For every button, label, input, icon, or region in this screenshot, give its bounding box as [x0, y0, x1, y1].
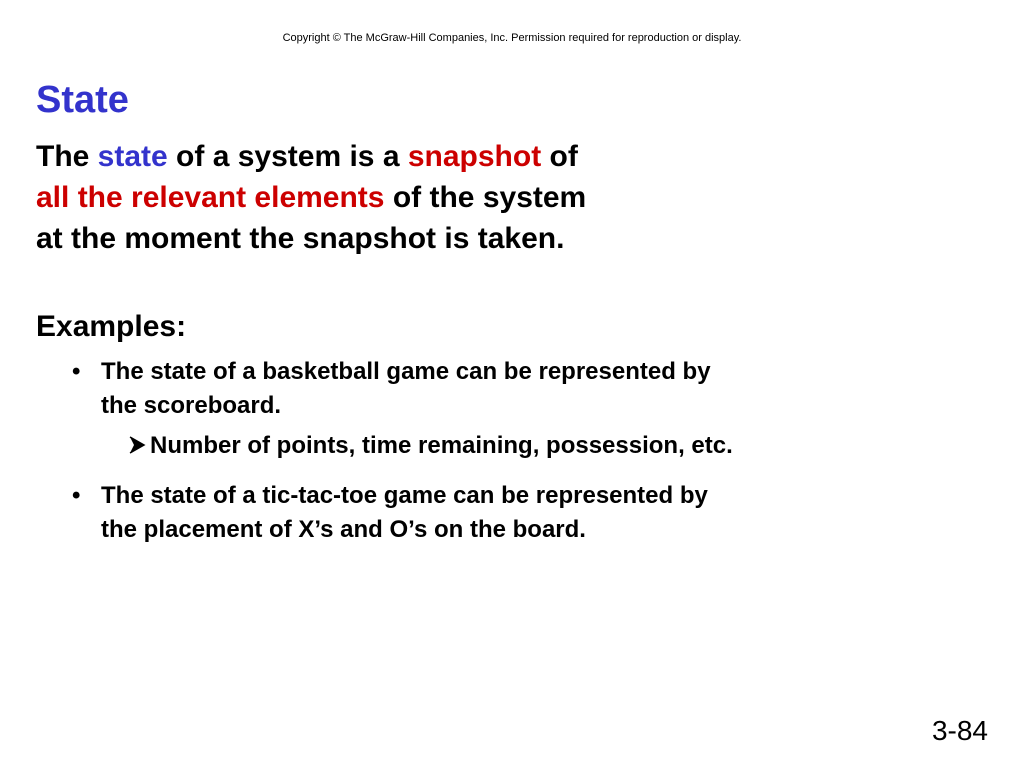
sub-bullet-text: Number of points, time remaining, possession, etc.	[150, 432, 733, 459]
definition-text: The	[36, 140, 98, 173]
definition-text: of the system	[384, 181, 587, 214]
bullet-line: the scoreboard.	[101, 392, 282, 419]
definition-line-2	[36, 177, 586, 218]
bullet-icon: •	[72, 358, 81, 385]
bullet-line: the placement of X’s and O’s on the board.	[101, 516, 586, 543]
arrow-right-icon	[128, 429, 150, 463]
bullet-icon: •	[72, 482, 81, 509]
definition-text: of	[541, 140, 578, 173]
definition-line-3: at the moment the snapshot is taken.	[36, 222, 565, 255]
example-bullet-tic-tac-toe	[72, 479, 861, 547]
bullet-line: The state of a basketball game can be represented by	[101, 358, 711, 385]
definition-text: of a system is a	[167, 140, 408, 173]
examples-heading: Examples:	[36, 310, 187, 343]
term-relevant-elements: all the relevant elements	[36, 181, 385, 214]
example-bullet-basketball	[72, 355, 861, 423]
slide-number: 3-84	[931, 715, 988, 746]
bullet-text	[101, 479, 861, 547]
bullet-text	[101, 355, 861, 423]
definition-line-1	[36, 136, 586, 177]
sub-bullet-scoreboard	[128, 429, 733, 463]
bullet-line: The state of a tic-tac-toe game can be represented by	[101, 482, 708, 509]
copyright-notice: Copyright © The McGraw-Hill Companies, Inc. Permission required for reproduction or display.	[282, 32, 742, 44]
slide-title: State	[36, 79, 129, 121]
term-snapshot: snapshot	[407, 140, 542, 173]
state-definition	[36, 136, 586, 259]
term-state: state	[97, 140, 168, 173]
